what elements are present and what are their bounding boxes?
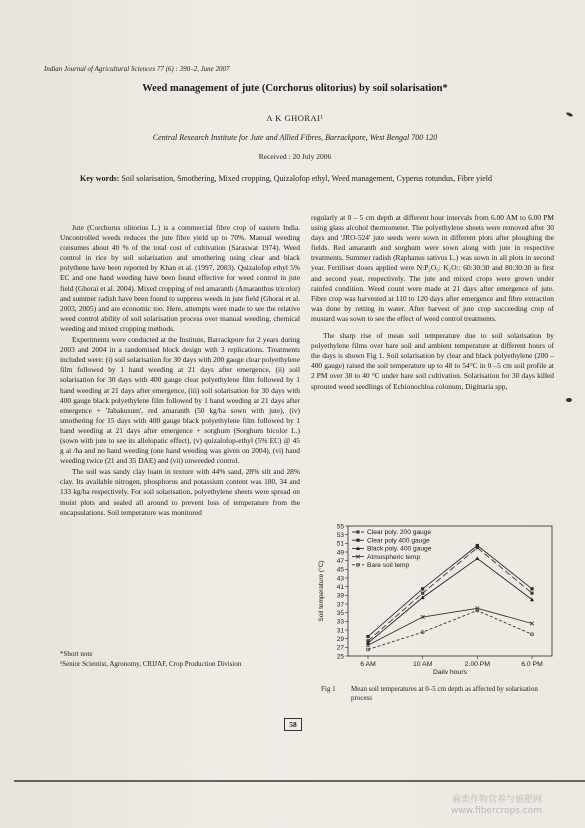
series-line-3: [368, 608, 532, 645]
paragraph-soil: The soil was sandy clay loam in texture with 44% sand, 28% silt and 28% clay. Its available nitrogen, phosphorus and potassium content was 180, 34 and 133 kg/ha respectively. For soil solarisation, polyethylene sheets were spread on moist plots and sealed all around to prevent loss of temperature from the encapsulations. Soil temperature was monitored: [60, 467, 300, 517]
x-tick-label: 2.00 PM: [464, 661, 490, 668]
keywords: [80, 173, 520, 184]
data-point: [476, 544, 479, 547]
legend-label: Black poly. 400 gauge: [367, 545, 432, 553]
legend-label: Bare soil temp: [367, 562, 410, 569]
keywords-label: Key words:: [80, 174, 120, 183]
data-point: [356, 530, 359, 533]
x-axis-label: Daily hours: [433, 669, 467, 674]
y-tick-label: 41: [336, 583, 344, 591]
y-tick-label: 39: [336, 592, 344, 600]
data-point: [421, 587, 424, 590]
paragraph-intro: Jute (Corchorus olitorius L.) is a commercial fibre crop of eastern India. Uncontrolled weeds reduces the jute fibre yield up to 70%. Manual weeding consumes about 40 % of the total cost of cultivation (Saraswat 1974). Weed control in rice by soil solarisation and smothering using clear and black polythene have been reported by Khan et al. (1997, 2003). Quizalofop ethyl 5% EC and one hand weeding have been found effective for weed control in jute field (Ghorai et al. 2004). Mixed cropping of red amaranth (Amaranthus tricolor) and summer radish have been found to suppress weeds in jute field (Ghorai et al. 2003, 2005) and are economic too. Here, attempts were made to see the relative weed control ability of soil solarisation process over manual weeding, chemical weeding and mixed cropping methods.: [60, 223, 300, 333]
y-tick-label: 45: [336, 566, 344, 574]
x-tick-label: 10 AM: [413, 661, 433, 668]
data-point: [366, 635, 369, 638]
y-tick-label: 27: [336, 644, 344, 652]
x-tick-label: 6.0 PM: [521, 661, 543, 668]
footnote-author: ¹Senior Scientist, Agronomy, CRIJAF, Crop Production Division: [60, 660, 242, 668]
author-affiliation: Central Research Institute for Jute and Allied Fibres, Barrackpore, West Bengal 700 120: [152, 133, 438, 142]
paragraph-experiments: Experiments were conducted at the Institute, Barrackpore for 2 years during 2003 and 2004 in a randomised block design with 3 replications. Treatments included were: (i) soil solarisation for 30 days with 200 gauge clear polyethylene film followed by 1 hand weeding at 21 days after emergence, (ii) soil solarisation for 30 days with 400 gauge clear polyethylene film followed by 1 hand weeding at 21 days after emergence, (iii) soil solarisation for 30 days with 400 gauge black polyethylene film followed by 1 hand weeding at 21 days after emergence + 'Jabakusum', red amaranth (50 kg/ha sown with jute), (iv) smothering for 15 days with 400 gauge black polyethylene film followed by 1 hand weeding at 21 days after emergence + sorghum (Sorghum bicolor L.) (sown with jute to see its allelopatic effect), (v) quizalofop-ethyl (5% EC) @ 45 g ai /ha and no hand weeding (one hand weeding was given on 2004), (vi) hand weeding twice (21 and 35 DAE) and (vii) unweeded control.: [60, 335, 300, 466]
y-tick-label: 43: [336, 575, 344, 583]
y-axis-label: Soil temperature (°C): [318, 560, 325, 622]
watermark-line2: www.fibercrops.com: [451, 806, 542, 816]
y-tick-label: 35: [336, 609, 344, 617]
y-tick-label: 29: [336, 635, 344, 643]
figure-caption-text: Mean soil temperatures at 0–5 cm depth as affected by solarisation process: [351, 685, 538, 702]
y-tick-label: 49: [336, 549, 344, 557]
footnote-short-note: *Short note: [60, 650, 93, 658]
y-tick-label: 51: [336, 540, 344, 548]
y-tick-label: 31: [336, 627, 344, 635]
scan-speck: [566, 112, 574, 118]
received-date: Received : 20 July 2006: [258, 152, 332, 161]
scan-edge-line: [14, 780, 585, 782]
y-tick-label: 53: [336, 531, 344, 539]
paragraph-results: The sharp rise of mean soil temperature due to soil solarisation by polyethylene films over bare soil and ambient temperature at different hours of the days is shown Fig 1. Soil solarisation by clear and black polyethylene (200 – 400 gauge) raised the soil temperature up to 48 to 54°C in 0 –5 cm soil profile at 2 PM over 38 to 40 °C under bare soil cultivation. Solarisation for 30 days killed sprouted weed seedlings of Echionochloa colonum, Digittaria spp,: [311, 331, 554, 391]
y-tick-label: 33: [336, 618, 344, 626]
legend-label: Clear poly 400 gauge: [367, 537, 430, 545]
data-point: [530, 592, 533, 595]
page-number: 58: [284, 718, 302, 731]
legend-label: Atmospheric temp: [367, 553, 421, 561]
y-tick-label: 37: [336, 601, 344, 609]
scan-speck: [566, 398, 572, 402]
author-name: A K GHORAI¹: [266, 113, 324, 123]
right-column: [311, 213, 554, 392]
y-tick-label: 47: [336, 557, 344, 565]
watermark: [451, 795, 542, 817]
data-point: [530, 597, 534, 601]
data-point: [530, 587, 533, 590]
soil-temperature-chart: [314, 522, 562, 674]
legend-label: Clear poly. 200 gauge: [367, 529, 432, 537]
footnotes: [60, 649, 300, 669]
figure-1-chart: [314, 522, 562, 674]
data-point: [421, 592, 424, 595]
y-tick-label: 25: [336, 653, 344, 661]
y-tick-label: 55: [336, 523, 344, 531]
data-point: [421, 595, 425, 599]
watermark-line1: 麻类作物营养与施肥网: [451, 795, 542, 805]
x-tick-label: 6 AM: [360, 661, 376, 668]
series-line-2: [368, 559, 532, 644]
paragraph-methods-cont: regularly at 0 – 5 cm depth at different hour intervals from 6.00 AM to 6.00 PM using glass alcohol thermometer. The polyethylene sheets were removed after 30 days and 'JRO-524' jute seeds were sown in different plots after ploughing the fields. Red amaranth and sorghum were sown along with jute in respective treatments. Summer radish (Raphanus sativus L.) was sown in all plots in second year. Fertiliser doses applied were N:P₂O₅: K₂O:: 60:30:30 and 80:30:30 in first and second year, respectively. The jute and mixed crops were grown under rainfed condition. Weed count were made at 21 days after emergence of jute. Fibre crop was harvested at 110 to 120 days after emergence and fibre extraction was done by retting in water. After harvest of jute crop succeeding crop of mustard was sown to see the effect of weed control treatments.: [311, 213, 554, 323]
journal-reference: Indian Journal of Agricultural Sciences 77 (6) : 390–2, June 2007: [44, 65, 230, 73]
data-point: [475, 556, 479, 560]
left-column: [60, 223, 300, 518]
data-point: [356, 539, 359, 542]
keywords-text: Soil solarisation, Smothering, Mixed cropping, Quizalofop ethyl, Weed management, Cyperus rotundus, Fibre yield: [121, 174, 493, 183]
paper-title: Weed management of jute (Corchorus olitorius) by soil solarisation*: [142, 83, 448, 94]
figure-label: Fig 1: [321, 685, 336, 693]
